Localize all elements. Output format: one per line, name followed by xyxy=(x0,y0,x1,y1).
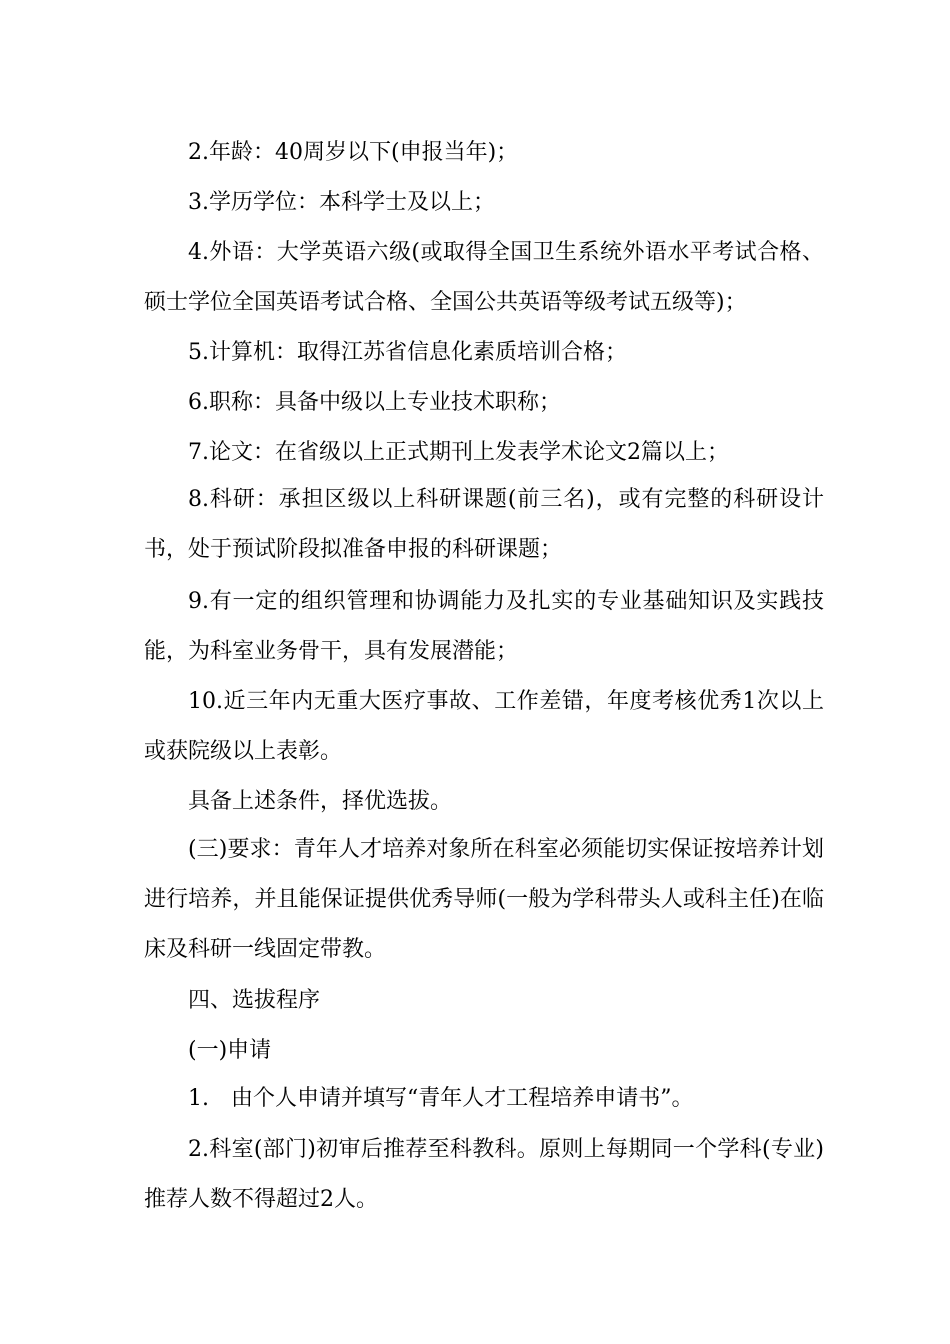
paragraph-record: 10.近三年内无重大医疗事故、工作差错，年度考核优秀1次以上或获院级以上表彰。 xyxy=(144,689,824,764)
paragraph-title: 6.职称：具备中级以上专业技术职称； xyxy=(188,390,561,415)
paragraph-requirements: (三)要求：青年人才培养对象所在科室必须能切实保证按培养计划进行培养，并且能保证提供优秀导师(一般为学科带头人或科主任)在临床及科研一线固定带教。 xyxy=(144,837,824,962)
paragraph-papers: 7.论文：在省级以上正式期刊上发表学术论文2篇以上； xyxy=(188,440,729,465)
paragraph-age: 2.年龄：40周岁以下(申报当年)； xyxy=(188,140,519,165)
paragraph-application-step1: 1. 由个人申请并填写“青年人才工程培养申请书”。 xyxy=(188,1086,694,1111)
paragraph-research: 8.科研：承担区级以上科研课题(前三名)，或有完整的科研设计书，处于预试阶段拟准备申报的科研课题； xyxy=(144,487,824,562)
paragraph-application-step2: 2.科室(部门)初审后推荐至科教科。原则上每期同一个学科(专业)推荐人数不得超过2人。 xyxy=(144,1137,824,1212)
paragraph-education: 3.学历学位：本科学士及以上； xyxy=(188,190,495,215)
paragraph-selection: 具备上述条件，择优选拔。 xyxy=(188,789,453,814)
subsection-heading-application: (一)申请 xyxy=(188,1038,272,1063)
paragraph-foreign-language: 4.外语：大学英语六级(或取得全国卫生系统外语水平考试合格、硕士学位全国英语考试合格、全国公共英语等级考试五级等)； xyxy=(144,240,824,315)
paragraph-ability: 9.有一定的组织管理和协调能力及扎实的专业基础知识及实践技能，为科室业务骨干，具有发展潜能； xyxy=(144,589,824,664)
section-heading-procedure: 四、选拔程序 xyxy=(188,988,321,1013)
paragraph-computer: 5.计算机：取得江苏省信息化素质培训合格； xyxy=(188,340,627,365)
